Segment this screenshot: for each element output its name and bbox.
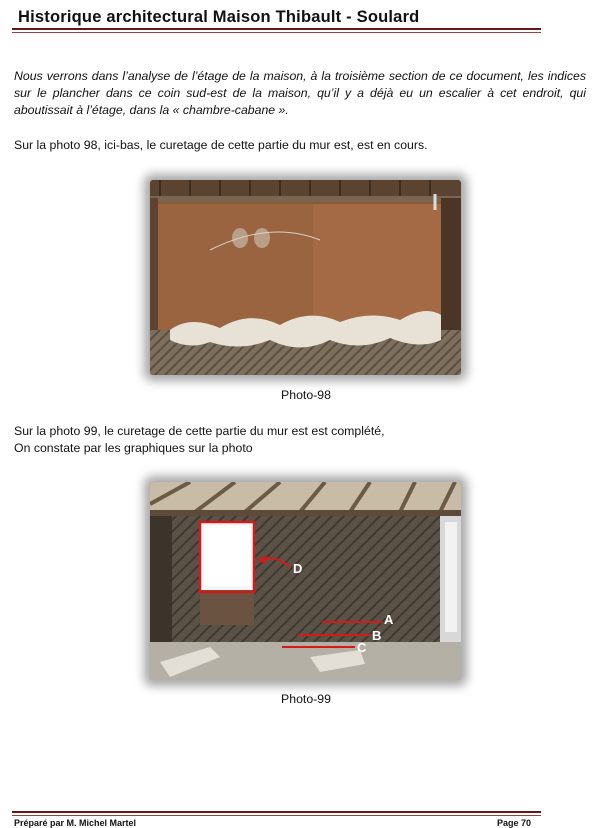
paragraph-photo-98: Sur la photo 98, ici-bas, le curetage de cette partie du mur est, est en cours. [14,138,428,152]
marker-b-label: B [372,628,382,643]
header-rule-thin [12,32,541,33]
photo-99-caption: Photo-99 [281,692,331,706]
marker-c-label: C [357,640,367,655]
paragraph-photo-99-line1: Sur la photo 99, le curetage de cette partie du mur est est complété, [14,424,385,438]
photo-98-caption: Photo-98 [281,388,331,402]
footer-rule-thin [12,815,541,816]
header-rule [12,28,541,30]
intro-paragraph: Nous verrons dans l’analyse de l’étage de la maison, à la troisième section de ce document, les indices sur le plancher dans ce coin sud-est de la maison, qu’il y a déjà eu un escalier à cet endroit, qui aboutissait à l’étage, dans la « chambre-cabane ». [14,69,586,117]
photo-99 [150,482,461,680]
footer-author: Préparé par M. Michel Martel [14,818,137,828]
marker-d-label: D [293,561,303,576]
paragraph-photo-99-line2: On constate par les graphiques sur la photo [14,441,253,455]
marker-a-label: A [384,612,394,627]
photo-98 [150,180,461,375]
footer-rule [12,811,541,813]
document-title: Historique architectural Maison Thibault - Soulard [18,8,420,26]
footer-page-number: Page 70 [497,818,532,828]
